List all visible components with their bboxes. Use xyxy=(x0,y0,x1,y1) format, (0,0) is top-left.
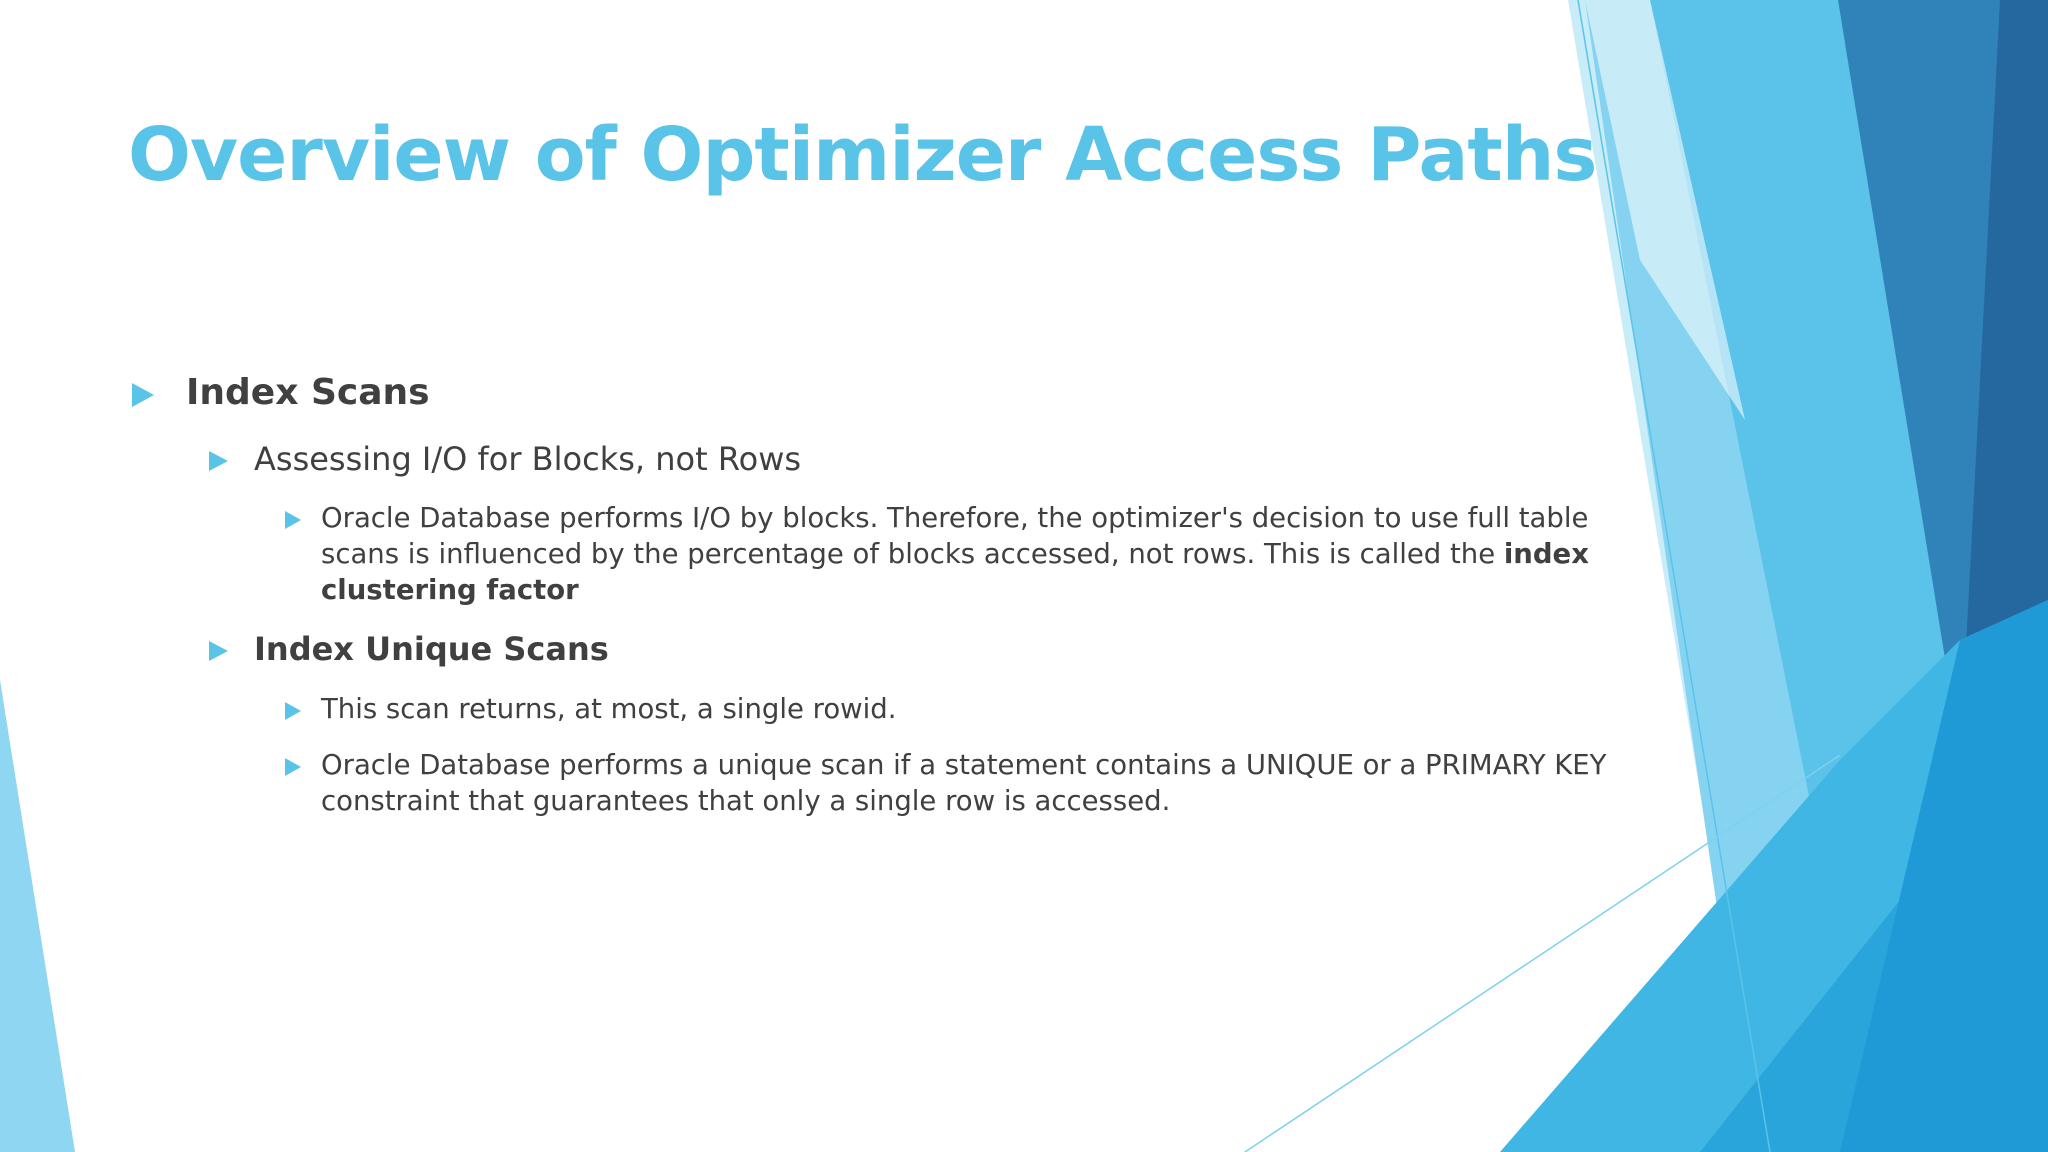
bullet-triangle-icon xyxy=(285,511,301,529)
bullet-index-unique-scans: Index Unique Scans xyxy=(254,630,609,668)
bullet-assessing-io: Assessing I/O for Blocks, not Rows xyxy=(254,440,802,478)
bullet-unique-scan-constraint: Oracle Database performs a unique scan if a statement contains a UNIQUE or a PRIMARY KEY constraint that guarantees that only a single row is accessed. xyxy=(321,749,1607,817)
io-by-blocks-text: Oracle Database performs I/O by blocks. Therefore, the optimizer's decision to use full table scans is influenced by the percentage of blocks accessed, not rows. This is called the xyxy=(321,502,1589,570)
bullet-single-rowid: This scan returns, at most, a single rowid. xyxy=(321,693,897,725)
bullet-triangle-icon xyxy=(209,641,228,661)
slide-title: Overview of Optimizer Access Paths xyxy=(128,112,1597,198)
bullet-triangle-icon xyxy=(285,758,301,776)
bullet-index-scans: Index Scans xyxy=(186,372,430,413)
index-clustering-factor-term: index clustering factor xyxy=(321,538,1589,606)
bullet-triangle-icon xyxy=(209,451,228,471)
bullet-triangle-icon xyxy=(285,702,301,720)
bullet-io-by-blocks xyxy=(321,500,1601,608)
bullet-triangle-icon xyxy=(132,383,154,407)
